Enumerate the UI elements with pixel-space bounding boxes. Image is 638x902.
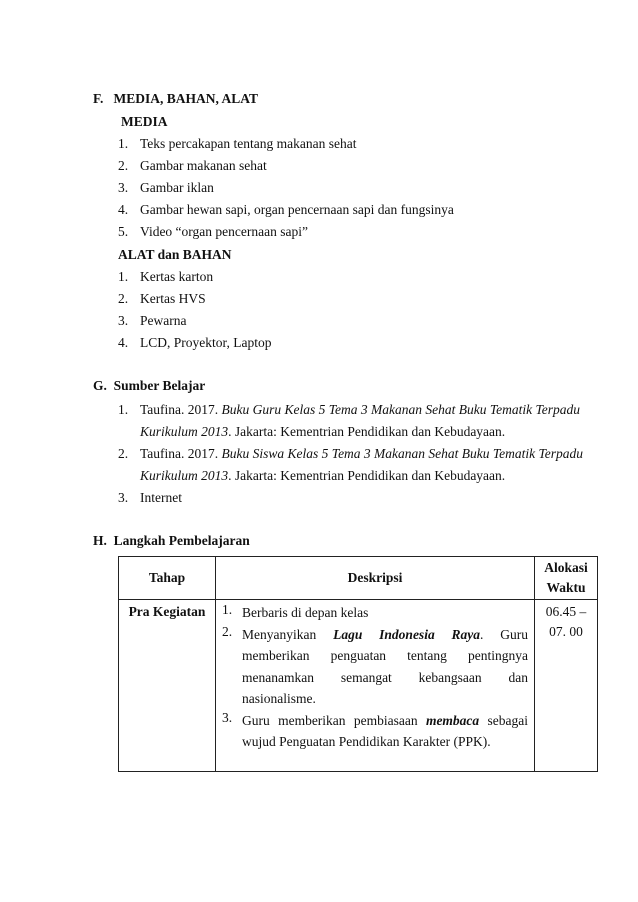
alat-item: 4. LCD, Proyektor, Laptop: [118, 335, 272, 350]
alat-label: ALAT dan BAHAN: [118, 247, 232, 262]
media-item: 4. Gambar hewan sapi, organ pencernaan sapi dan fungsinya: [118, 202, 454, 217]
table-row: [119, 600, 598, 772]
cell-deskripsi: [216, 600, 535, 772]
desc-item: 1. Berbaris di depan kelas: [222, 602, 369, 620]
media-item: 5. Video “organ pencernaan sapi”: [118, 224, 308, 239]
table-header-row: [119, 557, 598, 600]
header-tahap: Tahap: [119, 557, 216, 600]
source-item: 2. Taufina. 2017. Buku Siswa Kelas 5 Tema 3 Makanan Sehat Buku Tematik Terpadu: [118, 446, 584, 461]
alat-item: 1. Kertas karton: [118, 269, 214, 284]
alat-item: 2. Kertas HVS: [118, 291, 206, 306]
media-item: 3. Gambar iklan: [118, 180, 214, 195]
section-h-title: Langkah Pembelajaran: [113, 533, 250, 548]
media-item: 1. Teks percakapan tentang makanan sehat: [118, 136, 357, 151]
source-item-cont: Kurikulum 2013. Jakarta: Kementrian Pendidikan dan Kebudayaan.: [140, 424, 506, 439]
section-f-title: MEDIA, BAHAN, ALAT: [113, 91, 259, 106]
source-item: 1. Taufina. 2017. Buku Guru Kelas 5 Tema 3 Makanan Sehat Buku Tematik Terpadu: [118, 402, 581, 417]
section-f-heading: [93, 91, 258, 107]
header-deskripsi: Deskripsi: [216, 557, 535, 600]
section-h-heading: [93, 533, 250, 549]
section-g-title: Sumber Belajar: [113, 378, 206, 393]
cell-tahap: Pra Kegiatan: [119, 600, 216, 772]
section-f-letter: F.: [93, 91, 104, 106]
section-h-letter: H.: [93, 533, 107, 548]
alat-item: 3. Pewarna: [118, 313, 187, 328]
desc-item: 2. Menyanyikan Lagu Indonesia Raya. Guru memberikan penguatan tentang pentingnya menanamkan semangat kebangsaan dan nasionalisme.: [222, 623, 528, 706]
media-label: MEDIA: [121, 114, 168, 129]
learning-steps-table: [118, 556, 598, 772]
cell-alokasi: 06.45 – 07. 00: [535, 600, 598, 772]
source-item-cont: Kurikulum 2013. Jakarta: Kementrian Pendidikan dan Kebudayaan.: [140, 468, 506, 483]
source-item: 3. Internet: [118, 490, 182, 505]
section-g-letter: G.: [93, 378, 107, 393]
desc-item: 3. Guru memberikan pembiasaan membaca sebagai wujud Penguatan Pendidikan Karakter (PPK).: [222, 709, 528, 749]
section-g-heading: [93, 378, 205, 394]
header-alokasi: Alokasi Waktu: [535, 557, 598, 600]
media-item: 2. Gambar makanan sehat: [118, 158, 267, 173]
